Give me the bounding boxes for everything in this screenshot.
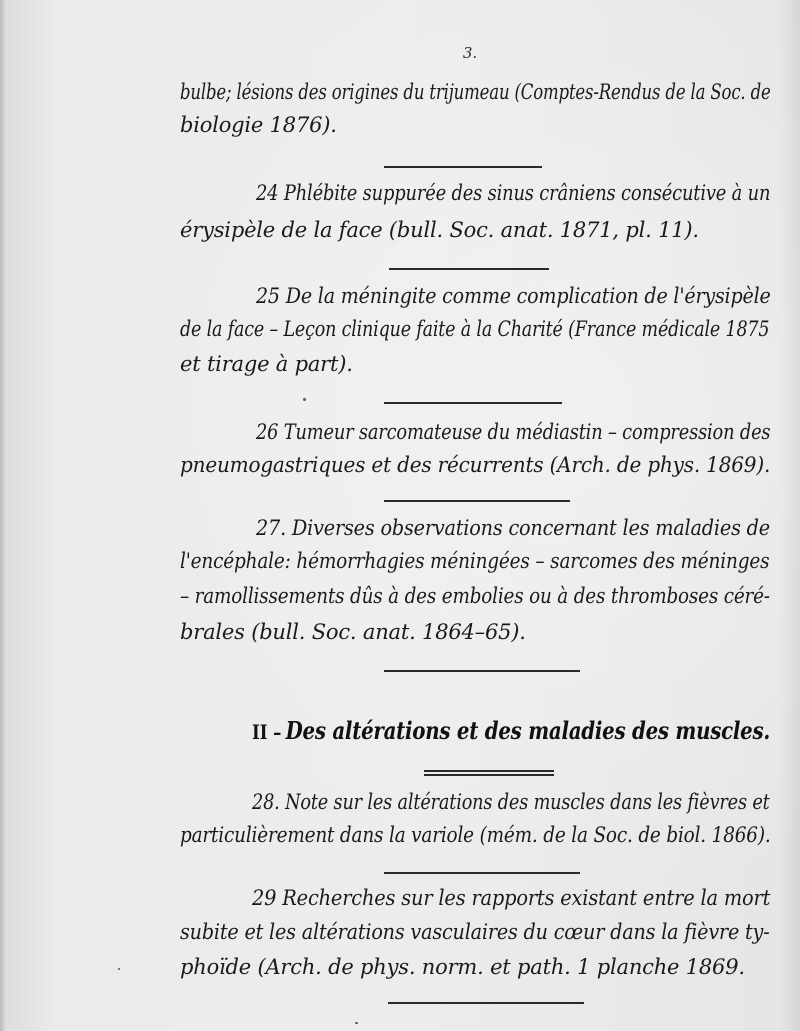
separator-rule [389,268,549,270]
entry-29-line: subite et les altérations vasculaires du cœur dans la fièvre ty- [180,920,770,944]
entry-27-line: brales (bull. Soc. anat. 1864–65). [180,620,526,644]
entry-29-line: phoïde (Arch. de phys. norm. et path. 1 planche 1869. [180,955,745,979]
separator-rule [384,500,570,502]
separator-rule [384,670,580,672]
text-line: biologie 1876). [180,113,337,137]
entry-27-line: l'encéphale: hémorrhagies méningées – sarcomes des méninges [180,549,770,573]
entry-24-line: 24 Phlébite suppurée des sinus crâniens consécutive à un [256,181,771,205]
paper-speck [118,968,120,970]
separator-rule [384,402,562,404]
entry-25-line: 25 De la méningite comme complication de l'érysipèle [256,284,771,308]
entry-28-line: particulièrement dans la variole (mém. de la Soc. de biol. 1866). [180,823,771,847]
paper-speck [355,1022,358,1024]
section-numeral: II – [252,720,282,744]
entry-25-line: de la face – Leçon clinique faite à la Charité (France médicale 1875 [180,317,770,341]
section-double-rule [424,770,554,772]
entry-29-line: 29 Recherches sur les rapports existant entre la mort [252,886,771,910]
separator-rule [384,166,542,168]
page-number: 3. [462,44,478,62]
entry-28-line: 28. Note sur les altérations des muscles dans les fièvres et [252,790,770,814]
paper-speck [303,398,306,401]
separator-rule [384,872,580,874]
section-heading [252,716,770,745]
entry-24-line: érysipèle de la face (bull. Soc. anat. 1871, pl. 11). [180,218,699,242]
entry-27-line: – ramollissements dûs à des embolies ou à des thromboses céré- [180,584,770,608]
entry-26-line: pneumogastriques et des récurrents (Arch. de phys. 1869). [180,453,771,477]
entry-26-line: 26 Tumeur sarcomateuse du médiastin – compression des [256,420,771,444]
section-title: Des altérations et des maladies des muscles. [285,716,771,745]
text-line: bulbe; lésions des origines du trijumeau (Comptes-Rendus de la Soc. de [180,80,771,104]
entry-27-line: 27. Diverses observations concernant les maladies de [256,516,770,540]
separator-rule [388,1002,584,1004]
entry-25-line: et tirage à part). [180,352,353,376]
